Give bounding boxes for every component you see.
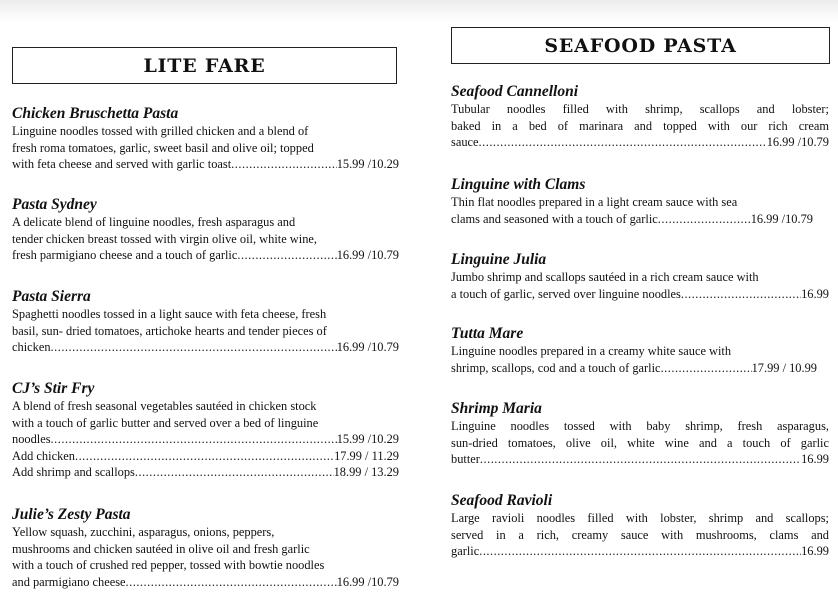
item-price: 16.99 /10.79	[750, 211, 813, 226]
item-price: 16.99 /10.79	[336, 574, 399, 589]
item-description-line: with a touch of garlic butter and served over a bed of linguine	[12, 415, 319, 430]
item-description-line: tender chicken breast tossed with virgin olive oil, white wine,	[12, 231, 317, 246]
item-price: 15.99 /10.29	[336, 432, 399, 446]
dot-leader	[480, 451, 801, 468]
dot-leader	[237, 247, 336, 264]
item-title: Shrimp Maria	[451, 400, 542, 417]
item-price-line	[12, 156, 399, 173]
item-description-line: mushrooms and chicken sautéed in olive oil and fresh garlic	[12, 541, 310, 556]
item-price-line	[12, 339, 399, 356]
menu-item	[451, 251, 829, 302]
item-description-line: with a touch of crushed red pepper, tossed with bowtie noodles	[12, 558, 325, 572]
item-title: Julie’s Zesty Pasta	[12, 506, 131, 523]
item-price: 16.99 /10.79	[766, 135, 829, 149]
item-description-line: butter	[451, 452, 480, 466]
item-price-line	[451, 543, 829, 560]
item-price-line	[12, 574, 399, 591]
addon-price: 17.99 / 11.29	[334, 448, 399, 463]
dot-leader	[658, 211, 751, 228]
dot-leader	[231, 156, 337, 173]
menu-item	[451, 325, 829, 376]
item-description-line: Large ravioli noodles filled with lobster, shrimp and scallops;	[451, 511, 829, 525]
item-description-line: fresh roma tomatoes, garlic, sweet basil and olive oil; topped	[12, 140, 314, 155]
item-description-line: served in a rich, creamy sauce with mushrooms, clams and	[451, 527, 829, 542]
menu-item	[451, 83, 829, 151]
item-price-line	[451, 451, 829, 468]
dot-leader	[126, 574, 337, 591]
top-bar	[0, 0, 838, 22]
item-price: 15.99 /10.29	[336, 157, 399, 171]
addon-line	[12, 464, 399, 481]
dot-leader	[75, 448, 334, 465]
menu-item	[12, 105, 399, 173]
item-price: 16.99	[801, 452, 829, 466]
item-description-line: Linguine noodles tossed with grilled chicken and a blend of	[12, 124, 309, 138]
dot-leader	[479, 543, 801, 560]
menu-item	[451, 492, 829, 560]
item-description-line: and parmigiano cheese	[12, 574, 126, 589]
item-title: Linguine with Clams	[451, 176, 586, 193]
item-price: 16.99	[801, 544, 829, 558]
item-description-line: sun-dried tomatoes, olive oil, white wine and a touch of garlic	[451, 435, 829, 450]
item-description-line: Linguine noodles tossed with baby shrimp, fresh asparagus,	[451, 419, 829, 433]
item-price: 16.99 /10.79	[336, 340, 399, 354]
dot-leader	[135, 464, 334, 481]
menu-item	[12, 506, 399, 590]
item-price: 17.99 / 10.99	[751, 360, 817, 375]
dot-leader	[479, 134, 767, 151]
item-title: Pasta Sydney	[12, 196, 97, 213]
item-description-line: shrimp, scallops, cod and a touch of garlic	[451, 360, 661, 375]
item-description-line: a touch of garlic, served over linguine noodles	[451, 286, 681, 301]
item-description-line: clams and seasoned with a touch of garlic	[451, 211, 658, 226]
menu-item	[12, 380, 399, 481]
item-description-line: Spaghetti noodles tossed in a light sauce with feta cheese, fresh	[12, 307, 327, 321]
item-description-line: Jumbo shrimp and scallops sautéed in a rich cream sauce with	[451, 270, 759, 284]
dot-leader	[51, 339, 337, 356]
item-description-line: garlic	[451, 544, 480, 558]
addon-price: 18.99 / 13.29	[333, 465, 399, 479]
item-price: 16.99	[801, 286, 829, 301]
item-price-line	[12, 431, 399, 448]
dot-leader	[51, 431, 337, 448]
menu-item	[12, 288, 399, 356]
item-title: Chicken Bruschetta Pasta	[12, 105, 179, 122]
item-description-line: A delicate blend of linguine noodles, fresh asparagus and	[12, 215, 296, 229]
seafood-pasta-heading: SEAFOOD PASTA	[451, 27, 830, 64]
item-description-line: sauce	[451, 135, 479, 149]
addon-label: Add shrimp and scallops	[12, 465, 135, 479]
menu-item	[451, 176, 829, 227]
item-title: Seafood Ravioli	[451, 492, 553, 509]
addon-line	[12, 448, 399, 465]
item-description-line: basil, sun- dried tomatoes, artichoke hearts and tender pieces of	[12, 323, 327, 338]
dot-leader	[661, 360, 752, 377]
item-price-line	[451, 134, 829, 151]
item-description-line: Tubular noodles filled with shrimp, scallops and lobster;	[451, 102, 829, 116]
item-description-line: Yellow squash, zucchini, asparagus, onions, peppers,	[12, 525, 275, 539]
item-description-line: fresh parmigiano cheese and a touch of garlic	[12, 248, 238, 262]
item-title: Seafood Cannelloni	[451, 83, 579, 100]
lite-fare-heading: LITE FARE	[12, 47, 397, 84]
item-description-line: with feta cheese and served with garlic toast	[12, 157, 232, 171]
item-title: Pasta Sierra	[12, 288, 91, 305]
item-price: 16.99 /10.79	[336, 248, 399, 262]
item-description-line: noodles	[12, 432, 51, 446]
item-description-line: chicken	[12, 340, 51, 354]
item-title: Tutta Mare	[451, 325, 524, 342]
dot-leader	[681, 286, 801, 303]
item-price-line	[12, 247, 399, 264]
item-description-line: baked in a bed of marinara and topped with our rich cream	[451, 118, 829, 133]
item-title: Linguine Julia	[451, 251, 547, 268]
menu-item	[451, 400, 829, 468]
item-title: CJ’s Stir Fry	[12, 380, 95, 397]
item-price-line	[451, 360, 817, 377]
item-description-line: A blend of fresh seasonal vegetables sautéed in chicken stock	[12, 399, 317, 413]
item-description-line: Linguine noodles prepared in a creamy white sauce with	[451, 344, 732, 358]
menu-item	[12, 196, 399, 264]
addon-label: Add chicken	[12, 448, 75, 463]
item-description-line: Thin flat noodles prepared in a light cream sauce with sea	[451, 195, 738, 209]
item-price-line	[451, 211, 813, 228]
item-price-line	[451, 286, 829, 303]
